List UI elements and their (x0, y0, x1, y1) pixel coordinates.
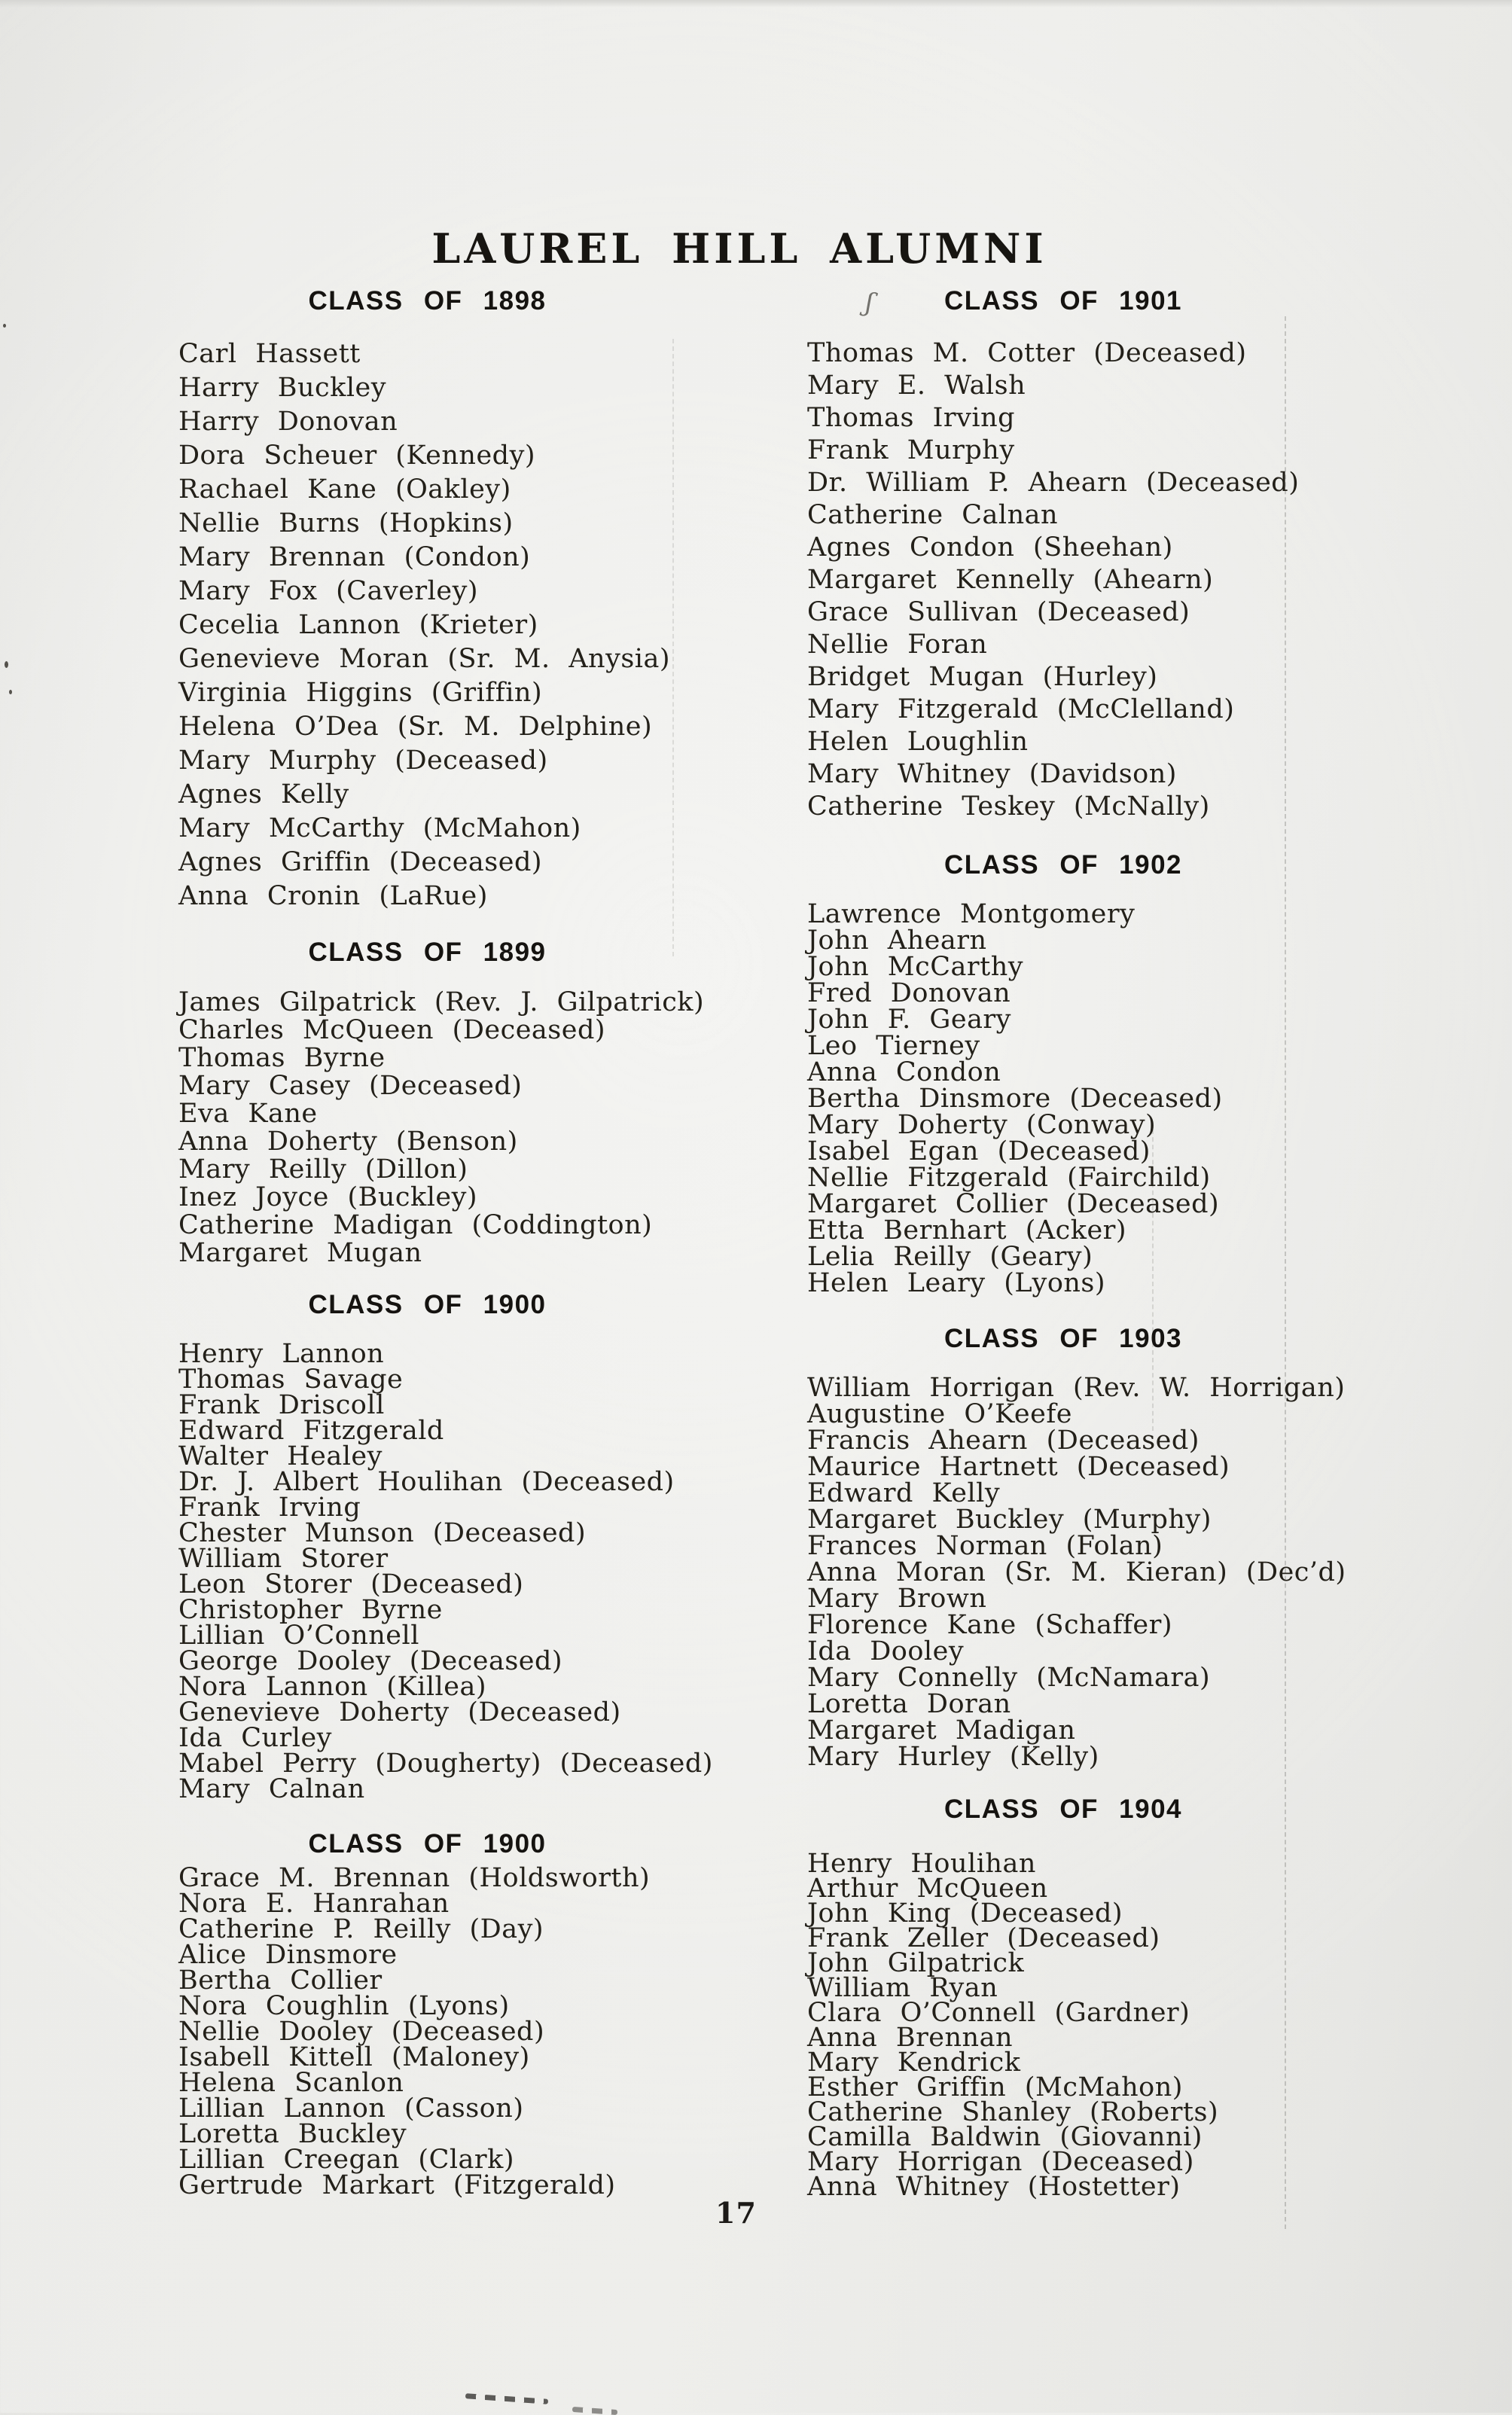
alumni-name: Bertha Dinsmore (Deceased) (807, 1084, 1223, 1114)
alumni-name: Catherine Calnan (807, 500, 1059, 530)
alumni-name: James Gilpatrick (Rev. J. Gilpatrick) (178, 987, 705, 1017)
alumni-name: Francis Ahearn (Deceased) (807, 1426, 1200, 1456)
alumni-name: Florence Kane (Schaffer) (807, 1610, 1173, 1640)
alumni-name: Ida Dooley (807, 1636, 965, 1666)
alumni-name: Agnes Kelly (178, 779, 349, 810)
alumni-name: Margaret Mugan (178, 1238, 422, 1268)
alumni-name: Nellie Burns (Hopkins) (178, 508, 514, 538)
alumni-name: Arthur McQueen (807, 1874, 1048, 1904)
scan-smudge (572, 2407, 617, 2415)
section-heading: CLASS OF 1899 (308, 938, 547, 967)
alumni-name: Inez Joyce (Buckley) (178, 1182, 478, 1212)
right-column (807, 286, 1379, 2200)
section-heading: CLASS OF 1900 (308, 1829, 547, 1859)
alumni-name: Isabell Kittell (Maloney) (178, 2042, 530, 2072)
alumni-name: Catherine P. Reilly (Day) (178, 1914, 544, 1944)
alumni-name: Mary Kendrick (807, 2048, 1021, 2078)
alumni-name: Harry Buckley (178, 373, 387, 403)
alumni-name: Grace Sullivan (Deceased) (807, 597, 1190, 627)
alumni-name: Thomas Savage (178, 1365, 404, 1395)
alumni-name: Mary Calnan (178, 1774, 365, 1804)
alumni-name: Margaret Buckley (Murphy) (807, 1505, 1212, 1535)
class-section (178, 1829, 709, 2198)
alumni-name: Nora Lannon (Killea) (178, 1672, 486, 1702)
scan-speck (9, 690, 12, 694)
alumni-name: Henry Lannon (178, 1339, 385, 1369)
scan-dotted-line (672, 339, 674, 956)
alumni-name: Cecelia Lannon (Krieter) (178, 610, 538, 640)
alumni-name: Agnes Condon (Sheehan) (807, 532, 1173, 563)
alumni-name: Harry Donovan (178, 407, 398, 437)
alumni-name: Esther Griffin (McMahon) (807, 2072, 1183, 2102)
class-section (807, 850, 1379, 1297)
alumni-name: Catherine Teskey (McNally) (807, 791, 1210, 822)
alumni-name: Frank Murphy (807, 435, 1015, 465)
alumni-name: Anna Whitney (Hostetter) (807, 2172, 1181, 2202)
alumni-name: Lillian Creegan (Clark) (178, 2145, 515, 2175)
class-section (807, 1324, 1379, 1770)
alumni-name: Mary Brennan (Condon) (178, 542, 531, 572)
alumni-name: Anna Cronin (LaRue) (178, 881, 488, 911)
class-section (178, 1290, 713, 1804)
scan-smudge (465, 2393, 548, 2404)
alumni-name: Alice Dinsmore (178, 1940, 398, 1970)
alumni-name: William Ryan (807, 1973, 998, 2003)
alumni-name: Thomas M. Cotter (Deceased) (807, 338, 1247, 368)
alumni-name: Maurice Hartnett (Deceased) (807, 1452, 1230, 1482)
alumni-name: Mabel Perry (Dougherty) (Deceased) (178, 1749, 713, 1779)
alumni-name: Nellie Fitzgerald (Fairchild) (807, 1163, 1211, 1193)
alumni-name: Mary Doherty (Conway) (807, 1110, 1157, 1140)
alumni-name: Margaret Collier (Deceased) (807, 1189, 1220, 1219)
alumni-name: Chester Munson (Deceased) (178, 1518, 587, 1548)
class-section (807, 286, 1379, 823)
class-section (178, 938, 709, 1267)
alumni-name: Mary E. Walsh (807, 370, 1026, 401)
alumni-name: Dr. William P. Ahearn (Deceased) (807, 468, 1300, 498)
alumni-name: Genevieve Moran (Sr. M. Anysia) (178, 644, 671, 674)
alumni-name: Grace M. Brennan (Holdsworth) (178, 1863, 651, 1893)
alumni-name: Augustine O’Keefe (807, 1399, 1072, 1429)
section-heading: CLASS OF 1900 (308, 1290, 547, 1319)
alumni-name: Carl Hassett (178, 339, 361, 369)
alumni-name: Gertrude Markart (Fitzgerald) (178, 2170, 616, 2200)
alumni-name: Mary Hurley (Kelly) (807, 1742, 1099, 1772)
alumni-name: Virginia Higgins (Griffin) (178, 678, 543, 708)
alumni-name: John Ahearn (807, 925, 987, 956)
name-list (807, 901, 1379, 1297)
scan-dotted-line (1285, 316, 1286, 2229)
name-list (178, 337, 709, 913)
alumni-name: Edward Fitzgerald (178, 1416, 444, 1446)
alumni-name: Helena O’Dea (Sr. M. Delphine) (178, 712, 653, 742)
alumni-name: Mary Connelly (McNamara) (807, 1663, 1211, 1693)
name-list (178, 1865, 709, 2198)
alumni-name: Catherine Madigan (Coddington) (178, 1210, 653, 1240)
page-number: 17 (715, 2196, 757, 2230)
section-heading: CLASS OF 1901 (943, 286, 1183, 316)
alumni-name: Helen Loughlin (807, 727, 1029, 757)
alumni-name: Genevieve Doherty (Deceased) (178, 1697, 621, 1727)
class-section (807, 1794, 1379, 2200)
alumni-name: John Gilpatrick (807, 1948, 1025, 1978)
scan-dotted-line (1152, 1130, 1154, 1431)
alumni-name: Bridget Mugan (Hurley) (807, 662, 1158, 692)
alumni-name: John King (Deceased) (807, 1898, 1123, 1929)
alumni-name: Mary Whitney (Davidson) (807, 759, 1177, 789)
alumni-name: John F. Geary (807, 1005, 1011, 1035)
alumni-name: Mary Horrigan (Deceased) (807, 2147, 1194, 2177)
alumni-name: Eva Kane (178, 1099, 318, 1129)
section-heading: CLASS OF 1898 (308, 286, 547, 316)
name-list (178, 1339, 713, 1804)
alumni-name: Mary Fitzgerald (McClelland) (807, 694, 1235, 724)
alumni-name: Ida Curley (178, 1723, 332, 1753)
alumni-name: Henry Houlihan (807, 1849, 1036, 1879)
alumni-name: Agnes Griffin (Deceased) (178, 847, 543, 877)
alumni-name: Edward Kelly (807, 1478, 1001, 1508)
alumni-name: Thomas Byrne (178, 1043, 386, 1073)
alumni-name: Bertha Collier (178, 1965, 383, 1996)
alumni-name: Nora E. Hanrahan (178, 1889, 450, 1919)
scan-speck (5, 661, 8, 668)
alumni-name: Lillian O’Connell (178, 1621, 419, 1651)
alumni-name: Leo Tierney (807, 1031, 980, 1061)
alumni-name: Anna Brennan (807, 2023, 1014, 2053)
alumni-name: Margaret Kennelly (Ahearn) (807, 565, 1214, 595)
alumni-name: Thomas Irving (807, 403, 1016, 433)
alumni-name: Lillian Lannon (Casson) (178, 2093, 524, 2124)
alumni-name: Walter Healey (178, 1441, 383, 1471)
alumni-name: Anna Condon (807, 1057, 1001, 1087)
alumni-name: Nellie Foran (807, 630, 988, 660)
alumni-name: William Storer (178, 1544, 389, 1574)
alumni-name: Dora Scheuer (Kennedy) (178, 441, 536, 471)
alumni-name: Mary Casey (Deceased) (178, 1071, 523, 1101)
alumni-name: Mary Murphy (Deceased) (178, 746, 548, 776)
name-list (807, 1375, 1379, 1770)
alumni-name: Helena Scanlon (178, 2068, 404, 2098)
alumni-name: Camilla Baldwin (Giovanni) (807, 2122, 1203, 2152)
class-section (178, 286, 709, 913)
alumni-name: Etta Bernhart (Acker) (807, 1215, 1127, 1246)
alumni-name: Frances Norman (Folan) (807, 1531, 1163, 1561)
alumni-name: Fred Donovan (807, 978, 1011, 1008)
alumni-name: Lawrence Montgomery (807, 899, 1136, 929)
alumni-name: Catherine Shanley (Roberts) (807, 2097, 1219, 2127)
alumni-name: Helen Leary (Lyons) (807, 1268, 1106, 1298)
alumni-name: Nora Coughlin (Lyons) (178, 1991, 510, 2021)
alumni-name: Mary McCarthy (McMahon) (178, 813, 581, 843)
section-heading: CLASS OF 1902 (943, 850, 1183, 880)
scan-speck (3, 324, 6, 328)
alumni-name: Margaret Madigan (807, 1715, 1076, 1746)
alumni-name: John McCarthy (807, 952, 1024, 982)
alumni-name: Dr. J. Albert Houlihan (Deceased) (178, 1467, 675, 1497)
alumni-name: Lelia Reilly (Geary) (807, 1242, 1093, 1272)
name-list (807, 337, 1379, 823)
alumni-name: Frank Driscoll (178, 1390, 385, 1420)
alumni-name: Loretta Doran (807, 1689, 1011, 1719)
left-column (178, 286, 713, 2200)
alumni-name: Leon Storer (Deceased) (178, 1569, 524, 1599)
page-title: LAUREL HILL ALUMNI (431, 224, 1047, 273)
alumni-name: Anna Moran (Sr. M. Kieran) (Dec’d) (807, 1557, 1346, 1587)
alumni-name: Clara O’Connell (Gardner) (807, 1998, 1190, 2028)
alumni-name: Mary Reilly (Dillon) (178, 1154, 468, 1185)
alumni-name: Loretta Buckley (178, 2119, 407, 2149)
alumni-name: Christopher Byrne (178, 1595, 443, 1625)
section-heading: CLASS OF 1903 (943, 1324, 1183, 1353)
name-list (807, 1849, 1379, 2202)
alumni-name: Isabel Egan (Deceased) (807, 1136, 1151, 1166)
alumni-name: Frank Irving (178, 1493, 361, 1523)
name-list (178, 989, 709, 1267)
margin-mark: ʃ (864, 287, 875, 319)
alumni-name: Rachael Kane (Oakley) (178, 474, 511, 505)
alumni-name: George Dooley (Deceased) (178, 1646, 563, 1676)
alumni-name: Nellie Dooley (Deceased) (178, 2017, 545, 2047)
alumni-name: Charles McQueen (Deceased) (178, 1015, 606, 1045)
alumni-name: Frank Zeller (Deceased) (807, 1923, 1160, 1953)
alumni-name: Mary Brown (807, 1584, 987, 1614)
alumni-name: Anna Doherty (Benson) (178, 1127, 518, 1157)
section-heading: CLASS OF 1904 (943, 1794, 1183, 1824)
alumni-name: William Horrigan (Rev. W. Horrigan) (807, 1373, 1346, 1403)
alumni-name: Mary Fox (Caverley) (178, 576, 478, 606)
